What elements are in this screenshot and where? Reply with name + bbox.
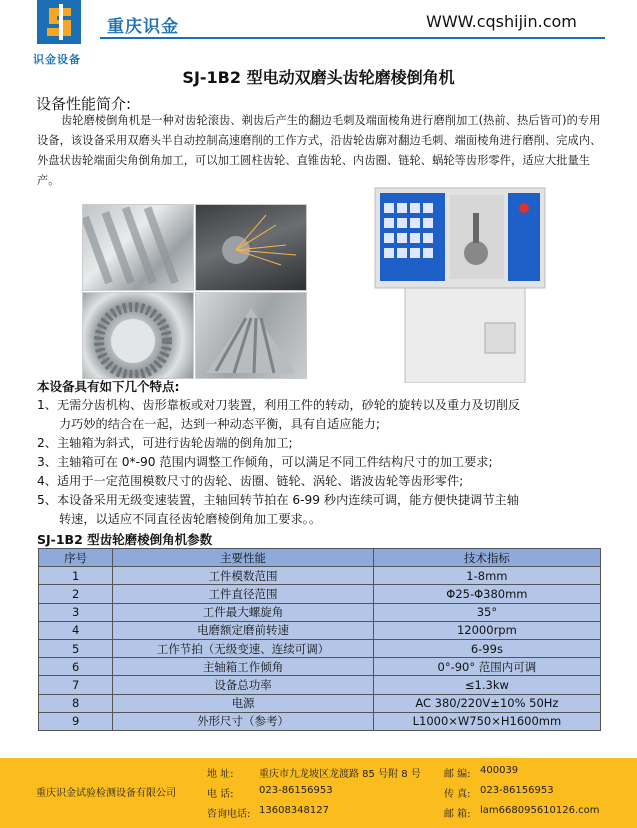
row-spec: 35°	[373, 603, 600, 621]
feature-item	[37, 491, 612, 528]
feature-item	[37, 453, 612, 472]
website-link[interactable]: WWW.cqshijin.com	[426, 12, 577, 31]
feature-item	[37, 434, 612, 453]
feature-text: 2、主轴箱为斜式，可进行齿轮齿端的倒角加工;	[37, 436, 293, 450]
fax-label: 传 真:	[444, 789, 471, 800]
row-spec: Φ25-Φ380mm	[373, 585, 600, 603]
params-title: SJ-1B2 型齿轮磨棱倒角机参数	[37, 532, 213, 547]
email-value[interactable]: lam6680956​10126.com	[480, 805, 600, 816]
row-item: 工件直径范围	[113, 585, 373, 603]
params-table	[38, 548, 601, 731]
table-row	[39, 712, 601, 730]
row-spec: 1-8mm	[373, 567, 600, 585]
feature-text-continued: 转速，以适应不同直径齿轮磨棱倒角加工要求。。	[59, 511, 322, 526]
address-value: 重庆市九龙坡区龙渡路 85 号附 8 号	[259, 769, 421, 780]
contact-footer	[0, 758, 637, 828]
email-label: 邮 箱:	[444, 809, 471, 820]
footer-company-name: 重庆识金试验检测设备有限公司	[36, 788, 176, 799]
hotline-value[interactable]: 13608348127	[259, 805, 329, 816]
phone-label: 电 话:	[207, 789, 234, 800]
row-number: 6	[39, 658, 113, 676]
row-item: 主轴箱工作倾角	[113, 658, 373, 676]
gear-teeth-photo	[82, 204, 194, 291]
row-spec: ≤1.3kw	[373, 676, 600, 694]
grinding-sparks-photo	[195, 204, 307, 291]
table-row	[39, 585, 601, 603]
internal-gear-photo	[82, 292, 194, 379]
row-number: 7	[39, 676, 113, 694]
section-heading: 设备性能简介:	[36, 95, 132, 113]
row-number: 2	[39, 585, 113, 603]
column-header: 序号	[39, 549, 113, 567]
row-number: 5	[39, 639, 113, 657]
row-item: 电磨额定磨前转速	[113, 621, 373, 639]
intro-paragraph: 齿轮磨棱倒角机是一种对齿轮滚齿、剃齿后产生的翻边毛刺及端面棱角进行磨削加工(热前、热后皆可)的专用设备，该设备采用双磨头半自动控制高速磨削的工作方式，沿齿轮齿廓对翻边毛刺、端面棱角进行磨削、完成内、外盘状齿轮端面尖角倒角加工，可以加工圆柱齿轮、直锥齿轮、内齿圈、链轮、蜗轮等齿形零件，适应大批量生产。	[37, 114, 602, 187]
features-heading: 本设备具有如下几个特点:	[37, 379, 180, 394]
feature-text: 3、主轴箱可在 0*-90 范围内调整工作倾角，可以满足不同工件结构尺寸的加工要求;	[37, 455, 493, 469]
zip-value: 400039	[480, 765, 519, 776]
row-spec: 6-99s	[373, 639, 600, 657]
feature-text: 1、无需分齿机构、齿形靠板或对刀装置，利用工件的转动，砂轮的旋转以及重力及切削反	[37, 398, 521, 412]
feature-item	[37, 396, 612, 433]
zip-label: 邮 编:	[444, 769, 471, 780]
row-number: 3	[39, 603, 113, 621]
column-header: 技术指标	[373, 549, 600, 567]
table-row	[39, 658, 601, 676]
bevel-gear-photo	[195, 292, 307, 379]
phone-value[interactable]: 023-86156953	[259, 785, 333, 796]
row-item: 工件模数范围	[113, 567, 373, 585]
table-row	[39, 694, 601, 712]
table-row	[39, 676, 601, 694]
row-number: 9	[39, 712, 113, 730]
row-item: 工作节拍（无级变速、连续可调）	[113, 639, 373, 657]
fax-value: 023-86156953	[480, 785, 554, 796]
table-row	[39, 639, 601, 657]
document-title: SJ-1B2 型电动双磨头齿轮磨棱倒角机	[182, 68, 455, 87]
feature-text-continued: 力巧妙的结合在一起，达到一种动态平衡，具有自适应能力;	[59, 416, 380, 431]
row-number: 8	[39, 694, 113, 712]
table-row	[39, 603, 601, 621]
address-label: 地 址:	[207, 769, 234, 780]
row-spec: 0°-90° 范围内可调	[373, 658, 600, 676]
column-header: 主要性能	[113, 549, 373, 567]
machine-image	[370, 183, 550, 383]
company-logo	[37, 0, 81, 44]
hotline-label: 咨询电话:	[207, 809, 251, 820]
row-spec: AC 380/220V±10% 50Hz	[373, 694, 600, 712]
row-item: 工件最大螺旋角	[113, 603, 373, 621]
row-spec: L1000×W750×H1600mm	[373, 712, 600, 730]
row-number: 4	[39, 621, 113, 639]
feature-text: 5、本设备采用无级变速装置，主轴回转节拍在 6-99 秒内连续可调，能方便快捷调节主轴	[37, 493, 519, 507]
table-header-row	[39, 549, 601, 567]
row-number: 1	[39, 567, 113, 585]
logo-caption: 识金设备	[33, 53, 81, 66]
feature-item	[37, 472, 612, 491]
table-row	[39, 621, 601, 639]
row-spec: 12000rpm	[373, 621, 600, 639]
row-item: 电源	[113, 694, 373, 712]
feature-text: 4、适用于一定范围模数尺寸的齿轮、齿圈、链轮、涡轮、谐波齿轮等齿形零件;	[37, 474, 464, 488]
header-divider	[100, 37, 605, 39]
header-company-name: 重庆识金	[107, 17, 179, 37]
row-item: 外形尺寸（参考）	[113, 712, 373, 730]
table-row	[39, 567, 601, 585]
row-item: 设备总功率	[113, 676, 373, 694]
